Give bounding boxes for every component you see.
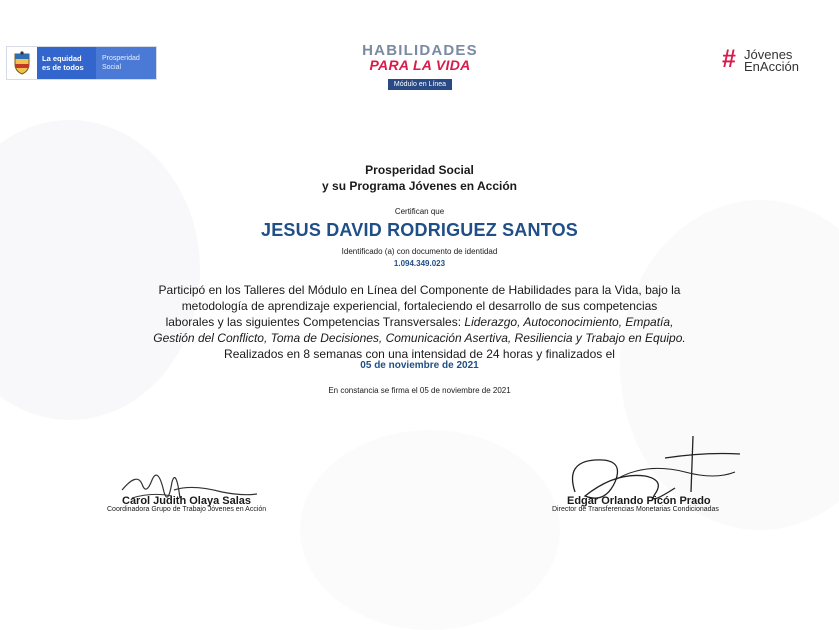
gov-entity-line2: Social <box>102 64 122 71</box>
gov-entity <box>96 47 156 79</box>
habilidades-logo <box>340 43 500 91</box>
jea-line1: Jóvenes <box>744 47 793 62</box>
issuer-line1: Prosperidad Social <box>365 163 474 177</box>
jovenes-en-accion-wordmark <box>744 49 799 73</box>
signer-2-role: Director de Transferencias Monetarias Condicionadas <box>552 506 719 513</box>
gov-slogan-line1: La equidad <box>42 54 82 63</box>
jea-line2: EnAcción <box>744 59 799 74</box>
certify-text: Certifican que <box>394 207 445 216</box>
signer-2-name: Edgar Orlando Picón Prado <box>567 495 711 507</box>
body-text: laborales y las siguientes Competencias Transversales: <box>165 315 465 329</box>
gov-logo <box>6 46 157 80</box>
modulo-en-linea-badge: Módulo en Línea <box>388 79 452 90</box>
recipient-name: JESUS DAVID RODRIGUEZ SANTOS <box>261 220 578 240</box>
body-line: Realizados en 8 semanas con una intensidad de 24 horas y finalizados el <box>224 347 615 361</box>
gov-slogan <box>37 47 96 79</box>
competencies-text: Gestión del Conflicto, Toma de Decisiones, Comunicación Asertiva, Resiliencia y Trabajo en Equipo. <box>153 331 686 345</box>
body-line: Participó en los Talleres del Módulo en Línea del Componente de Habilidades para la Vida, bajo la <box>158 283 681 297</box>
issuer-line2: y su Programa Jóvenes en Acción <box>322 179 517 193</box>
gov-entity-line1: Prosperidad <box>102 55 140 62</box>
jovenes-en-accion-logo <box>722 45 822 75</box>
competencies-text: Liderazgo, Autoconocimiento, Empatía, <box>464 315 674 329</box>
signed-date-text: En constancia se firma el 05 de noviembre de 2021 <box>328 386 511 395</box>
gov-slogan-line2: es de todos <box>42 63 84 72</box>
hash-icon: # <box>722 45 736 73</box>
id-label: Identificado (a) con documento de identidad <box>341 247 498 256</box>
background-shape <box>300 430 560 630</box>
colombia-coat-of-arms-icon <box>7 47 37 79</box>
completion-date: 05 de noviembre de 2021 <box>360 360 479 371</box>
certificate-body <box>0 282 839 362</box>
id-number: 1.094.349.023 <box>393 259 446 268</box>
habilidades-logo-line1: HABILIDADES <box>362 42 478 59</box>
signer-1-name: Carol Judith Olaya Salas <box>122 495 251 507</box>
body-line <box>0 314 839 330</box>
body-line: metodología de aprendizaje experiencial, fortaleciendo el desarrollo de sus competencias <box>181 299 658 313</box>
signer-1-role: Coordinadora Grupo de Trabajo Jóvenes en Acción <box>107 506 267 513</box>
habilidades-logo-line2: PARA LA VIDA <box>369 57 471 73</box>
